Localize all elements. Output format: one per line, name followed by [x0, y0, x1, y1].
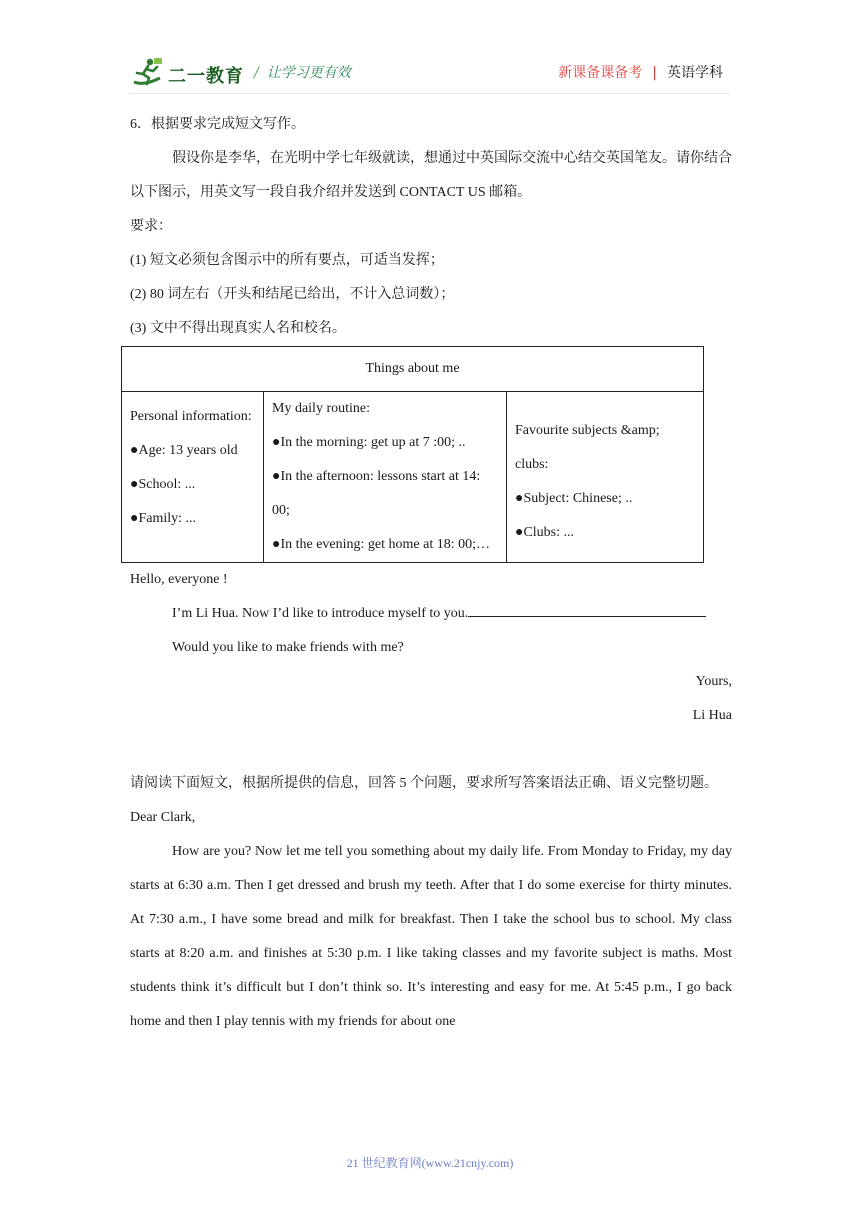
things-about-me-table [121, 346, 704, 563]
letter-greeting: Hello, everyone ! [130, 572, 228, 587]
letter-closing: Yours, [695, 674, 732, 689]
slogan-text: 让学习更有效 [266, 65, 351, 81]
reading-salutation: Dear Clark, [130, 810, 196, 825]
header-divider [130, 93, 730, 94]
letter-line-2: Would you like to make friends with me? [172, 640, 404, 655]
cell-line: Favourite subjects &amp; clubs: [515, 423, 660, 472]
header-course-label: 新课备课备考 [558, 65, 643, 81]
page-header [0, 0, 860, 100]
header-subject: 新课备课备考 | 英语学科 [558, 65, 723, 81]
logo-text: 二一教育 [168, 66, 244, 87]
runner-icon [130, 56, 164, 90]
requirement-3: (3) 文中不得出现真实人名和校名。 [130, 321, 346, 336]
question-title: 6．根据要求完成短文写作。 [130, 117, 305, 132]
cell-line: ●Family: ... [130, 511, 197, 526]
cell-line: ●In the afternoon: lessons start at 14: 00; [272, 469, 481, 518]
favourites-cell [507, 392, 704, 563]
reading-body: How are you? Now let me tell you something about my daily life. From Monday to Friday, my day starts at 6:30 a.m. Then I get dressed and brush my teeth. After that I do some exercise for thirty minutes. At 7:30 a.m., I have some bread and milk for breakfast. Then I take the school bus to school. My class starts at 8:20 a.m. and finishes at 5:30 p.m. I like taking classes and my favorite subject is maths. Most students think it’s difficult but I don’t think so. It’s interesting and easy for me. At 5:45 p.m., I go back home and then I play tennis with my friends for about one [130, 844, 732, 1029]
letter-line-1 [130, 597, 732, 631]
daily-routine-cell [264, 392, 507, 563]
answer-blank[interactable] [468, 598, 706, 617]
cell-line: ●School: ... [130, 477, 196, 492]
letter-signature: Li Hua [692, 708, 732, 723]
document-body [130, 108, 732, 1039]
slogan: / 让学习更有效 [254, 65, 351, 81]
table-heading: Things about me [122, 347, 704, 392]
cell-line: ●In the evening: get home at 18: 00;… [272, 537, 491, 552]
personal-info-cell [122, 392, 264, 563]
spacer [130, 733, 732, 767]
reading-instruction: 请阅读下面短文，根据所提供的信息，回答 5 个问题，要求所写答案语法正确、语义完整切题。 [130, 776, 718, 791]
cell-line: ●Clubs: ... [515, 525, 575, 540]
cell-line: My daily routine: [272, 401, 370, 416]
cell-line: ●Subject: Chinese; .. [515, 491, 633, 506]
requirement-1: (1) 短文必须包含图示中的所有要点，可适当发挥； [130, 253, 444, 268]
page-footer: 21 世纪教育网(www.21cnjy.com) [346, 1156, 514, 1170]
brand-logo [130, 56, 248, 90]
cell-line: ●Age: 13 years old [130, 443, 238, 458]
requirements-label: 要求： [130, 219, 172, 234]
letter-line-1-text: I’m Li Hua. Now I’d like to introduce myself to you. [172, 606, 469, 621]
cell-line: ●In the morning: get up at 7 :00; .. [272, 435, 466, 450]
requirement-2: (2) 80 词左右（开头和结尾已给出，不计入总词数）； [130, 287, 455, 302]
question-intro: 假设你是李华，在光明中学七年级就读，想通过中英国际交流中心结交英国笔友。请你结合以下图示，用英文写一段自我介绍并发送到 CONTACT US 邮箱。 [130, 151, 732, 200]
header-subject-label: 英语学科 [667, 65, 723, 81]
cell-line: Personal information: [130, 409, 252, 424]
